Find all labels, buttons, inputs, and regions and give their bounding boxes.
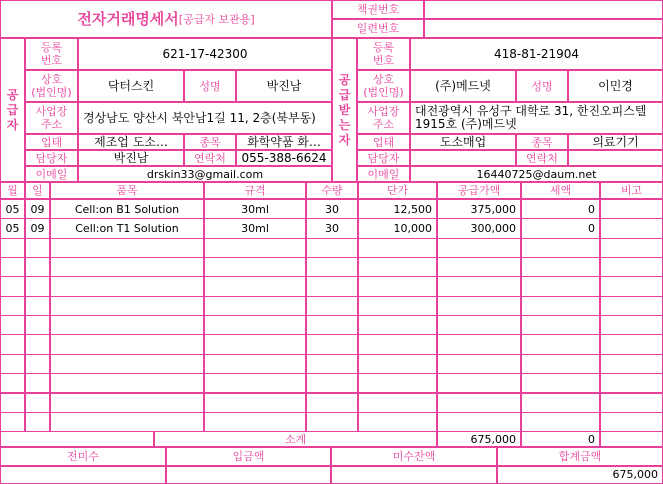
supplier-reg-no: 621-17-42300 — [78, 38, 332, 70]
table-cell-tax — [521, 315, 600, 335]
subtotal-label: 소계 — [154, 431, 437, 447]
table-cell-day — [25, 276, 50, 296]
table-cell-month — [0, 296, 25, 316]
serial-no-label: 일련번호 — [332, 19, 424, 38]
table-cell-supply: 300,000 — [437, 218, 521, 238]
table-cell-unit-price — [358, 238, 437, 258]
table-cell-unit-price — [358, 296, 437, 316]
supplier-business-type-label: 업태 — [25, 134, 78, 150]
table-cell-day: 09 — [25, 199, 50, 219]
table-cell-spec — [204, 373, 306, 393]
supplier-email: drskin33@gmail.com — [78, 166, 332, 182]
section-char: 공 — [338, 72, 351, 87]
table-cell-note — [600, 238, 663, 258]
table-cell-month: 05 — [0, 199, 25, 219]
table-cell-qty — [306, 393, 358, 413]
table-cell-item — [50, 373, 204, 393]
table-cell-day — [25, 354, 50, 374]
receiver-email: 16440725@daum.net — [410, 166, 663, 182]
receiver-address — [410, 102, 663, 134]
subtotal-note — [600, 431, 663, 447]
table-cell-month — [0, 393, 25, 413]
table-cell-tax — [521, 354, 600, 374]
receiver-email-label: 이메일 — [357, 166, 410, 182]
table-cell-note — [600, 315, 663, 335]
table-cell-qty — [306, 334, 358, 354]
table-cell-spec — [204, 315, 306, 335]
receiver-name-label: 성명 — [516, 70, 568, 102]
table-cell-note — [600, 412, 663, 432]
table-cell-item — [50, 334, 204, 354]
section-char: 공 — [6, 87, 19, 102]
table-cell-supply — [437, 315, 521, 335]
table-cell-day — [25, 315, 50, 335]
table-cell-item — [50, 354, 204, 374]
receiver-reg-no-label: 등록 번호 — [357, 38, 410, 70]
supplier-business-item: 화학약품 화… — [236, 134, 332, 150]
table-cell-supply: 375,000 — [437, 199, 521, 219]
table-cell-unit-price — [358, 334, 437, 354]
receiver-company: (주)메드넷 — [410, 70, 516, 102]
table-cell-item — [50, 296, 204, 316]
prev-balance-label: 전미수 — [0, 447, 166, 465]
table-cell-day — [25, 296, 50, 316]
serial-no-value — [424, 19, 663, 38]
total-label: 합계금액 — [497, 447, 663, 465]
receiver-company-label: 상호 (법인명) — [357, 70, 410, 102]
table-cell-day — [25, 334, 50, 354]
book-no-label: 책권번호 — [332, 0, 424, 19]
table-cell-note — [600, 257, 663, 277]
table-cell-unit-price — [358, 393, 437, 413]
table-cell-supply — [437, 393, 521, 413]
section-char: 는 — [338, 117, 351, 132]
column-header-spec: 규격 — [204, 182, 306, 199]
receiver-manager — [410, 150, 516, 166]
table-cell-month — [0, 238, 25, 258]
balance-label: 미수잔액 — [331, 447, 497, 465]
supplier-section-label — [0, 38, 25, 182]
table-cell-supply — [437, 276, 521, 296]
table-cell-unit-price — [358, 412, 437, 432]
table-cell-qty — [306, 373, 358, 393]
section-char: 급 — [6, 102, 19, 117]
table-cell-tax — [521, 276, 600, 296]
column-header-note: 비고 — [600, 182, 663, 199]
table-cell-month — [0, 354, 25, 374]
table-cell-tax — [521, 257, 600, 277]
receiver-contact-label: 연락처 — [516, 150, 568, 166]
supplier-company-label: 상호 (법인명) — [25, 70, 78, 102]
table-cell-spec — [204, 393, 306, 413]
section-char: 받 — [338, 102, 351, 117]
table-cell-day: 09 — [25, 218, 50, 238]
table-cell-spec: 30ml — [204, 199, 306, 219]
table-cell-note — [600, 276, 663, 296]
column-header-month: 월 — [0, 182, 25, 199]
table-cell-tax — [521, 393, 600, 413]
table-cell-item — [50, 257, 204, 277]
table-cell-tax — [521, 296, 600, 316]
table-cell-tax: 0 — [521, 218, 600, 238]
table-cell-month — [0, 257, 25, 277]
table-cell-qty — [306, 257, 358, 277]
table-cell-note — [600, 373, 663, 393]
supplier-contact: 055-388-6624 — [236, 150, 332, 166]
receiver-business-item-label: 종목 — [516, 134, 568, 150]
prev-balance-value — [0, 466, 166, 484]
table-cell-day — [25, 412, 50, 432]
table-cell-month: 05 — [0, 218, 25, 238]
supplier-company: 닥터스킨 — [78, 70, 184, 102]
table-cell-unit-price — [358, 257, 437, 277]
table-cell-note — [600, 354, 663, 374]
table-cell-supply — [437, 412, 521, 432]
subtotal-spacer — [0, 431, 154, 447]
supplier-business-type: 제조업 도소… — [78, 134, 184, 150]
receiver-name: 이민경 — [568, 70, 663, 102]
table-cell-spec — [204, 354, 306, 374]
table-cell-supply — [437, 296, 521, 316]
table-cell-note — [600, 334, 663, 354]
table-cell-spec — [204, 334, 306, 354]
table-cell-spec — [204, 412, 306, 432]
table-cell-qty: 30 — [306, 218, 358, 238]
balance-value — [331, 466, 497, 484]
document-title — [0, 0, 332, 38]
table-cell-unit-price — [358, 373, 437, 393]
section-char: 자 — [338, 132, 351, 147]
table-cell-supply — [437, 354, 521, 374]
table-cell-qty — [306, 412, 358, 432]
book-no-value — [424, 0, 663, 19]
section-char: 급 — [338, 87, 351, 102]
table-cell-supply — [437, 238, 521, 258]
supplier-reg-no-label: 등록 번호 — [25, 38, 78, 70]
table-cell-tax — [521, 334, 600, 354]
title-subtitle: [공급자 보관용] — [178, 12, 255, 26]
column-header-tax: 세액 — [521, 182, 600, 199]
supplier-name: 박진남 — [236, 70, 332, 102]
paid-value — [166, 466, 331, 484]
supplier-manager-label: 담당자 — [25, 150, 78, 166]
table-cell-qty — [306, 315, 358, 335]
table-cell-unit-price — [358, 354, 437, 374]
receiver-manager-label: 담당자 — [357, 150, 410, 166]
table-cell-item — [50, 412, 204, 432]
supplier-manager: 박진남 — [78, 150, 184, 166]
receiver-reg-no: 418-81-21904 — [410, 38, 663, 70]
table-cell-item: Cell:on B1 Solution — [50, 199, 204, 219]
table-cell-item — [50, 276, 204, 296]
table-cell-spec — [204, 257, 306, 277]
column-header-supply: 공급가액 — [437, 182, 521, 199]
table-cell-qty — [306, 238, 358, 258]
table-cell-qty — [306, 296, 358, 316]
table-cell-spec — [204, 238, 306, 258]
supplier-business-item-label: 종목 — [184, 134, 236, 150]
table-cell-qty — [306, 354, 358, 374]
table-cell-unit-price: 10,000 — [358, 218, 437, 238]
receiver-business-item: 의료기기 — [568, 134, 663, 150]
table-cell-tax — [521, 373, 600, 393]
table-cell-day — [25, 257, 50, 277]
table-cell-supply — [437, 334, 521, 354]
table-cell-note — [600, 199, 663, 219]
receiver-address-label: 사업장 주소 — [357, 102, 410, 134]
total-value: 675,000 — [497, 466, 663, 484]
column-header-qty: 수량 — [306, 182, 358, 199]
supplier-address-text: 경상남도 양산시 북안남1길 11, 2층(북부동) — [83, 110, 316, 125]
table-cell-unit-price — [358, 315, 437, 335]
supplier-address-label: 사업장 주소 — [25, 102, 78, 134]
table-cell-day — [25, 393, 50, 413]
table-cell-supply — [437, 257, 521, 277]
table-cell-tax: 0 — [521, 199, 600, 219]
table-cell-qty: 30 — [306, 199, 358, 219]
supplier-address — [78, 102, 332, 134]
table-cell-qty — [306, 276, 358, 296]
table-cell-spec — [204, 296, 306, 316]
supplier-contact-label: 연락처 — [184, 150, 236, 166]
table-cell-month — [0, 276, 25, 296]
paid-label: 입금액 — [166, 447, 331, 465]
table-cell-item: Cell:on T1 Solution — [50, 218, 204, 238]
receiver-business-type: 도소매업 — [410, 134, 516, 150]
table-cell-spec: 30ml — [204, 218, 306, 238]
table-cell-spec — [204, 276, 306, 296]
table-cell-tax — [521, 412, 600, 432]
column-header-day: 일 — [25, 182, 50, 199]
supplier-email-label: 이메일 — [25, 166, 78, 182]
supplier-name-label: 성명 — [184, 70, 236, 102]
table-cell-supply — [437, 373, 521, 393]
table-cell-tax — [521, 238, 600, 258]
table-cell-month — [0, 373, 25, 393]
table-cell-note — [600, 296, 663, 316]
subtotal-supply: 675,000 — [437, 431, 521, 447]
table-cell-note — [600, 393, 663, 413]
table-cell-note — [600, 218, 663, 238]
table-cell-item — [50, 393, 204, 413]
table-cell-day — [25, 238, 50, 258]
table-cell-day — [25, 373, 50, 393]
section-char: 자 — [6, 117, 19, 132]
column-header-item: 품목 — [50, 182, 204, 199]
table-cell-month — [0, 315, 25, 335]
receiver-contact — [568, 150, 663, 166]
title-text: 전자거래명세서 — [77, 9, 179, 28]
receiver-section-label — [332, 38, 357, 182]
column-header-unit-price: 단가 — [358, 182, 437, 199]
receiver-address-text: 대전광역시 유성구 대학로 31, 한진오피스텔 1915호 (주)메드넷 — [415, 104, 647, 131]
table-cell-unit-price — [358, 276, 437, 296]
table-cell-unit-price: 12,500 — [358, 199, 437, 219]
receiver-business-type-label: 업태 — [357, 134, 410, 150]
table-cell-month — [0, 334, 25, 354]
table-cell-item — [50, 238, 204, 258]
table-cell-item — [50, 315, 204, 335]
subtotal-tax: 0 — [521, 431, 600, 447]
table-cell-month — [0, 412, 25, 432]
